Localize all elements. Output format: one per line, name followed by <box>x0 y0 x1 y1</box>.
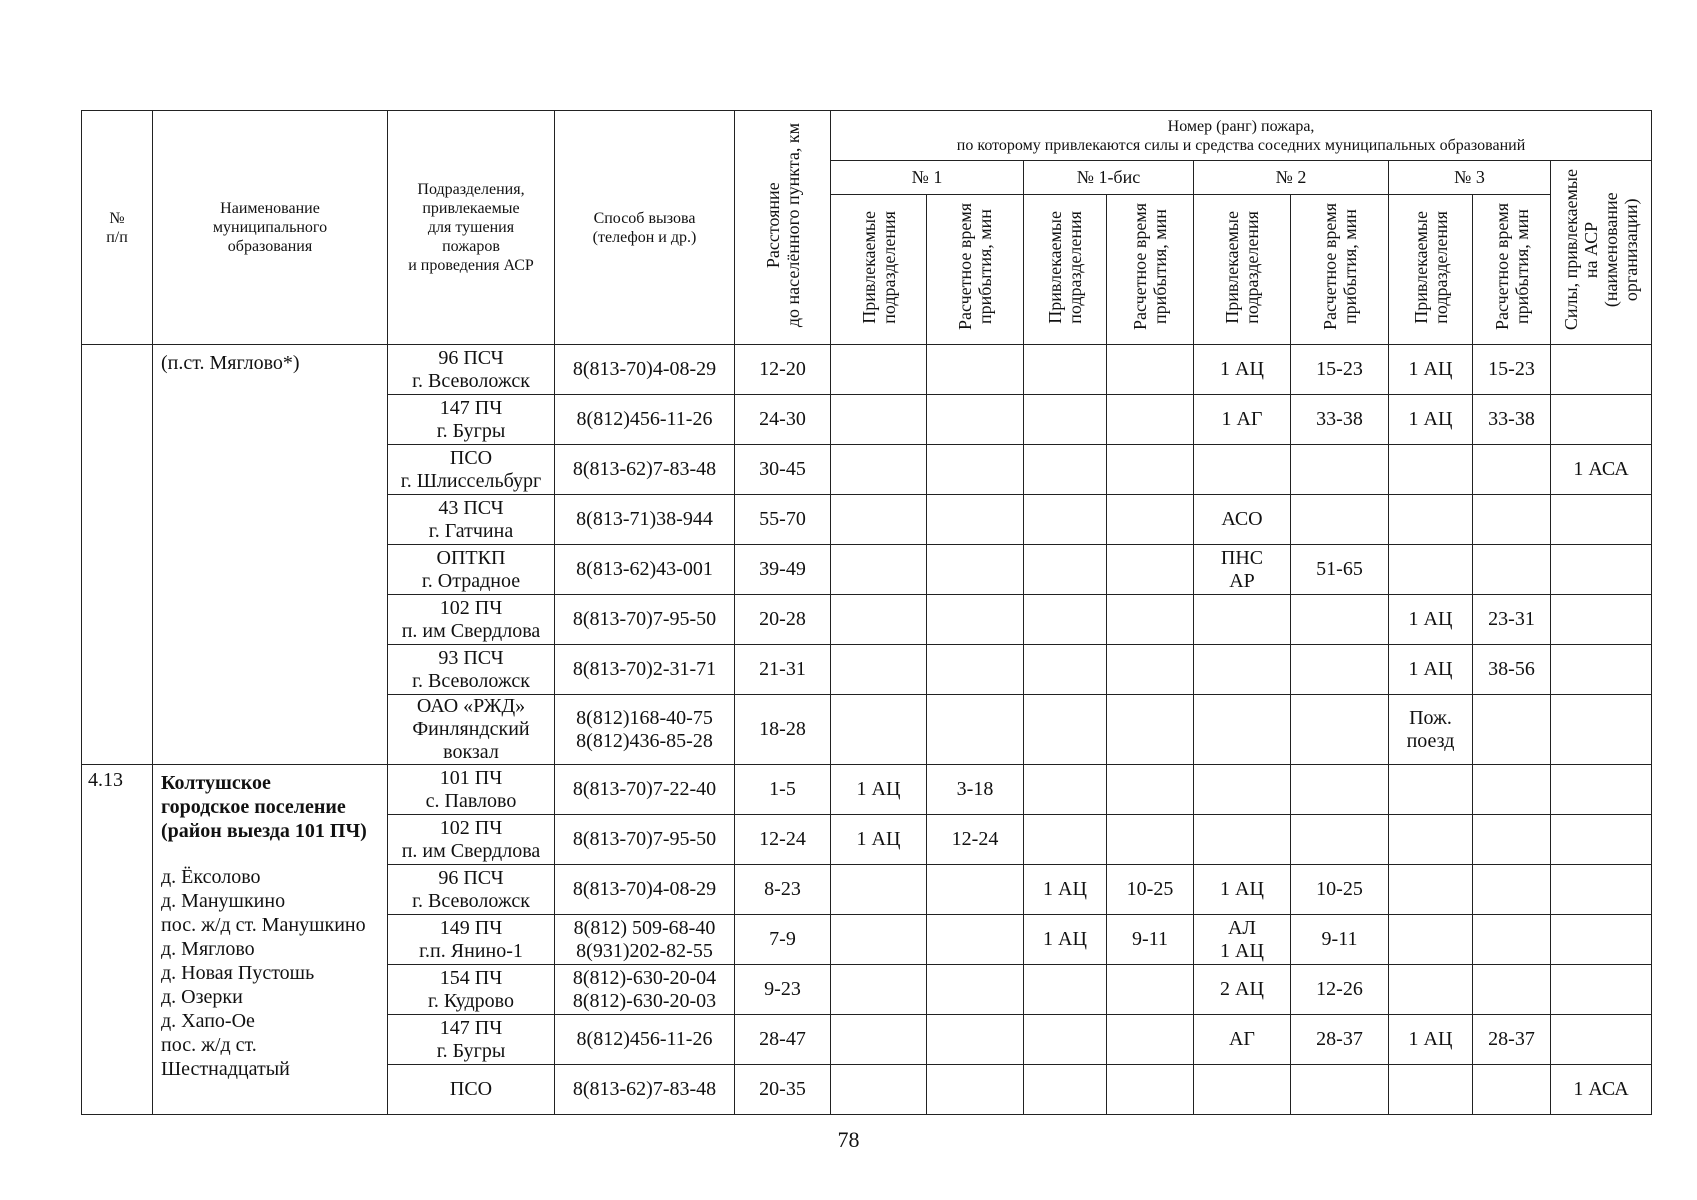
cell-rbis-units <box>1024 445 1107 495</box>
cell-r3-units: 1 АЦ <box>1389 395 1473 445</box>
cell-r1-time <box>927 645 1024 695</box>
cell-r2-units: 1 АЦ <box>1194 345 1291 395</box>
cell-r1-units: 1 АЦ <box>831 765 927 815</box>
cell-r2-time: 28-37 <box>1291 1015 1389 1065</box>
cell-rbis-units <box>1024 1015 1107 1065</box>
cell-phone: 8(813-62)7-83-48 <box>555 1065 735 1115</box>
cell-asr <box>1551 645 1652 695</box>
cell-r1-units <box>831 445 927 495</box>
header-num: № п/п <box>82 111 153 345</box>
cell-r3-time: 15-23 <box>1473 345 1551 395</box>
cell-distance: 24-30 <box>735 395 831 445</box>
cell-phone: 8(813-70)7-95-50 <box>555 815 735 865</box>
cell-rbis-time <box>1107 495 1194 545</box>
cell-distance: 7-9 <box>735 915 831 965</box>
cell-phone: 8(812)456-11-26 <box>555 1015 735 1065</box>
cell-r1-time: 3-18 <box>927 765 1024 815</box>
cell-phone: 8(812)168-40-75 8(812)436-85-28 <box>555 695 735 765</box>
cell-r1-units <box>831 1015 927 1065</box>
cell-phone: 8(813-70)7-95-50 <box>555 595 735 645</box>
cell-r3-units <box>1389 1065 1473 1115</box>
header-asr-text: Силы, привлекаемые на АСР (наименование организации) <box>1561 169 1642 331</box>
cell-r1-units <box>831 345 927 395</box>
cell-r3-units: 1 АЦ <box>1389 645 1473 695</box>
cell-rbis-units <box>1024 495 1107 545</box>
cell-unit: ОАО «РЖД» Финляндский вокзал <box>388 695 555 765</box>
cell-unit: 93 ПСЧ г. Всеволожск <box>388 645 555 695</box>
header-r3-units <box>1389 195 1473 345</box>
cell-phone: 8(813-62)7-83-48 <box>555 445 735 495</box>
cell-phone: 8(813-70)2-31-71 <box>555 645 735 695</box>
cell-r2-units <box>1194 695 1291 765</box>
cell-r2-units <box>1194 1065 1291 1115</box>
cell-rbis-units <box>1024 345 1107 395</box>
cell-unit: 43 ПСЧ г. Гатчина <box>388 495 555 545</box>
cell-r1-time <box>927 1015 1024 1065</box>
cell-rbis-units: 1 АЦ <box>1024 865 1107 915</box>
cell-distance: 1-5 <box>735 765 831 815</box>
cell-r3-time: 23-31 <box>1473 595 1551 645</box>
cell-r3-units <box>1389 445 1473 495</box>
header-r1-time-text: Расчетное время прибытия, мин <box>955 203 995 331</box>
cell-r3-units <box>1389 915 1473 965</box>
cell-phone: 8(813-70)4-08-29 <box>555 865 735 915</box>
cell-r1-time <box>927 1065 1024 1115</box>
cell-r3-units <box>1389 765 1473 815</box>
header-rbis-units <box>1024 195 1107 345</box>
cell-distance: 39-49 <box>735 545 831 595</box>
header-rank-1bis: № 1-бис <box>1024 161 1194 195</box>
cell-r1-time <box>927 965 1024 1015</box>
header-rbis-units-text: Привлекаемые подразделения <box>1045 210 1085 324</box>
cell-phone: 8(812)456-11-26 <box>555 395 735 445</box>
fire-forces-table <box>81 110 1652 1115</box>
cell-rbis-time <box>1107 965 1194 1015</box>
cell-r1-time <box>927 695 1024 765</box>
cell-r3-time <box>1473 865 1551 915</box>
cell-unit: 101 ПЧ с. Павлово <box>388 765 555 815</box>
cell-distance: 55-70 <box>735 495 831 545</box>
cell-r2-units: АСО <box>1194 495 1291 545</box>
cell-r3-time: 28-37 <box>1473 1015 1551 1065</box>
cell-distance: 12-20 <box>735 345 831 395</box>
header-rbis-time-text: Расчетное время прибытия, мин <box>1130 203 1170 331</box>
cell-r2-time <box>1291 495 1389 545</box>
cell-r3-time <box>1473 495 1551 545</box>
cell-r2-time: 33-38 <box>1291 395 1389 445</box>
cell-r2-time <box>1291 645 1389 695</box>
header-units: Подразделения, привлекаемые для тушения пожаров и проведения АСР <box>388 111 555 345</box>
cell-rbis-time <box>1107 1065 1194 1115</box>
header-mo-name: Наименование муниципального образования <box>153 111 388 345</box>
cell-r2-time <box>1291 815 1389 865</box>
cell-r1-units <box>831 395 927 445</box>
cell-r2-time: 9-11 <box>1291 915 1389 965</box>
cell-rbis-time: 9-11 <box>1107 915 1194 965</box>
cell-asr <box>1551 695 1652 765</box>
cell-row-number: 4.13 <box>82 765 153 1115</box>
cell-r2-time: 15-23 <box>1291 345 1389 395</box>
header-r1-units-text: Привлекаемые подразделения <box>858 210 899 324</box>
cell-r1-time <box>927 395 1024 445</box>
cell-r1-units <box>831 915 927 965</box>
cell-r2-time: 10-25 <box>1291 865 1389 915</box>
cell-r3-units: Пож. поезд <box>1389 695 1473 765</box>
cell-unit: 96 ПСЧ г. Всеволожск <box>388 865 555 915</box>
cell-rbis-units <box>1024 395 1107 445</box>
cell-r2-units: ПНС АР <box>1194 545 1291 595</box>
cell-rbis-time <box>1107 645 1194 695</box>
cell-rbis-units <box>1024 815 1107 865</box>
cell-distance: 20-28 <box>735 595 831 645</box>
cell-r1-units <box>831 495 927 545</box>
header-rbis-time <box>1107 195 1194 345</box>
cell-rbis-units <box>1024 1065 1107 1115</box>
cell-phone: 8(812)-630-20-04 8(812)-630-20-03 <box>555 965 735 1015</box>
cell-r3-units <box>1389 865 1473 915</box>
cell-r2-time <box>1291 445 1389 495</box>
cell-phone: 8(812) 509-68-40 8(931)202-82-55 <box>555 915 735 965</box>
header-r2-time-text: Расчетное время прибытия, мин <box>1319 203 1360 331</box>
cell-asr <box>1551 815 1652 865</box>
cell-asr <box>1551 545 1652 595</box>
cell-r3-units: 1 АЦ <box>1389 1015 1473 1065</box>
cell-asr <box>1551 345 1652 395</box>
cell-r3-units <box>1389 495 1473 545</box>
header-r3-time <box>1473 195 1551 345</box>
cell-r2-time <box>1291 695 1389 765</box>
cell-r2-time: 51-65 <box>1291 545 1389 595</box>
cell-r1-units <box>831 595 927 645</box>
cell-r2-time <box>1291 595 1389 645</box>
cell-r1-time <box>927 345 1024 395</box>
cell-r1-units <box>831 1065 927 1115</box>
cell-r1-time <box>927 445 1024 495</box>
cell-r2-units: 1 АЦ <box>1194 865 1291 915</box>
header-r2-units <box>1194 195 1291 345</box>
cell-r1-units <box>831 965 927 1015</box>
table-row <box>82 345 1652 395</box>
table-body <box>82 345 1652 1115</box>
cell-rbis-time <box>1107 695 1194 765</box>
header-rank-1: № 1 <box>831 161 1024 195</box>
cell-asr: 1 АСА <box>1551 445 1652 495</box>
cell-r3-units: 1 АЦ <box>1389 595 1473 645</box>
cell-r1-time <box>927 545 1024 595</box>
table-row <box>82 765 1652 815</box>
cell-asr <box>1551 1015 1652 1065</box>
cell-r3-time <box>1473 965 1551 1015</box>
municipality-title: Колтушское городское поселение (район выезда 101 ПЧ) <box>161 772 367 842</box>
header-asr <box>1551 161 1652 345</box>
cell-r2-units: АЛ 1 АЦ <box>1194 915 1291 965</box>
cell-r1-units <box>831 695 927 765</box>
page-number: 78 <box>837 1127 860 1152</box>
cell-asr <box>1551 865 1652 915</box>
cell-r2-units: АГ <box>1194 1015 1291 1065</box>
header-rank-3: № 3 <box>1389 161 1551 195</box>
cell-asr <box>1551 965 1652 1015</box>
cell-asr <box>1551 395 1652 445</box>
cell-r3-time <box>1473 1065 1551 1115</box>
cell-r2-time: 12-26 <box>1291 965 1389 1015</box>
cell-r2-units: 1 АГ <box>1194 395 1291 445</box>
cell-r2-units <box>1194 815 1291 865</box>
cell-asr: 1 АСА <box>1551 1065 1652 1115</box>
cell-r2-units <box>1194 445 1291 495</box>
cell-unit: 149 ПЧ г.п. Янино-1 <box>388 915 555 965</box>
cell-distance: 18-28 <box>735 695 831 765</box>
header-r3-units-text: Привлекаемые подразделения <box>1410 210 1451 324</box>
header-r1-time <box>927 195 1024 345</box>
cell-unit: 147 ПЧ г. Бугры <box>388 395 555 445</box>
cell-r2-units <box>1194 595 1291 645</box>
header-rank-title: Номер (ранг) пожара, по которому привлекаются силы и средства соседних муниципальных образований <box>831 111 1652 161</box>
cell-r3-time <box>1473 545 1551 595</box>
cell-r3-time <box>1473 765 1551 815</box>
cell-unit: 147 ПЧ г. Бугры <box>388 1015 555 1065</box>
cell-phone: 8(813-71)38-944 <box>555 495 735 545</box>
cell-r3-units <box>1389 815 1473 865</box>
cell-r3-time: 33-38 <box>1473 395 1551 445</box>
cell-r1-units <box>831 865 927 915</box>
cell-rbis-units <box>1024 695 1107 765</box>
cell-r1-units <box>831 545 927 595</box>
cell-rbis-units <box>1024 645 1107 695</box>
cell-r1-time <box>927 865 1024 915</box>
cell-distance: 8-23 <box>735 865 831 915</box>
cell-rbis-units <box>1024 765 1107 815</box>
cell-r2-time <box>1291 765 1389 815</box>
cell-unit: 154 ПЧ г. Кудрово <box>388 965 555 1015</box>
cell-distance: 21-31 <box>735 645 831 695</box>
cell-rbis-time <box>1107 595 1194 645</box>
cell-distance: 12-24 <box>735 815 831 865</box>
cell-r2-units: 2 АЦ <box>1194 965 1291 1015</box>
header-distance-text: Расстояние до населённого пункта, км <box>762 122 803 328</box>
cell-r3-time <box>1473 815 1551 865</box>
cell-r1-units: 1 АЦ <box>831 815 927 865</box>
cell-r2-units <box>1194 645 1291 695</box>
cell-rbis-units <box>1024 595 1107 645</box>
cell-r1-time <box>927 495 1024 545</box>
cell-unit: 102 ПЧ п. им Свердлова <box>388 595 555 645</box>
cell-r3-units <box>1389 545 1473 595</box>
cell-unit: 102 ПЧ п. им Свердлова <box>388 815 555 865</box>
cell-rbis-time <box>1107 445 1194 495</box>
cell-rbis-time <box>1107 815 1194 865</box>
cell-unit: 96 ПСЧ г. Всеволожск <box>388 345 555 395</box>
header-rank-2: № 2 <box>1194 161 1389 195</box>
cell-phone: 8(813-62)43-001 <box>555 545 735 595</box>
cell-rbis-time <box>1107 345 1194 395</box>
cell-phone: 8(813-70)4-08-29 <box>555 345 735 395</box>
cell-rbis-time <box>1107 545 1194 595</box>
cell-distance: 28-47 <box>735 1015 831 1065</box>
cell-asr <box>1551 765 1652 815</box>
cell-asr <box>1551 595 1652 645</box>
cell-municipality-name <box>153 765 388 1115</box>
cell-rbis-units <box>1024 965 1107 1015</box>
cell-distance: 20-35 <box>735 1065 831 1115</box>
cell-row-number <box>82 345 153 765</box>
header-distance <box>735 111 831 345</box>
cell-r3-time <box>1473 915 1551 965</box>
cell-unit: ПСО г. Шлиссельбург <box>388 445 555 495</box>
cell-r1-time <box>927 595 1024 645</box>
settlement-list: д. Ёксолово д. Манушкино пос. ж/д ст. Манушкино д. Мяглово д. Новая Пустошь д. Озерки д. Хапо-Ое пос. ж/д ст. Шестнадцатый <box>161 866 366 1080</box>
cell-r1-time: 12-24 <box>927 815 1024 865</box>
cell-settlement-name: (п.ст. Мяглово*) <box>153 345 388 765</box>
cell-rbis-time <box>1107 1015 1194 1065</box>
cell-r2-units <box>1194 765 1291 815</box>
cell-r2-time <box>1291 1065 1389 1115</box>
cell-r3-time <box>1473 445 1551 495</box>
cell-r3-time <box>1473 695 1551 765</box>
cell-r3-units <box>1389 965 1473 1015</box>
cell-unit: ПСО <box>388 1065 555 1115</box>
cell-asr <box>1551 495 1652 545</box>
header-call-method: Способ вызова (телефон и др.) <box>555 111 735 345</box>
cell-r1-units <box>831 645 927 695</box>
cell-rbis-time <box>1107 395 1194 445</box>
cell-rbis-time: 10-25 <box>1107 865 1194 915</box>
cell-asr <box>1551 915 1652 965</box>
cell-rbis-time <box>1107 765 1194 815</box>
cell-phone: 8(813-70)7-22-40 <box>555 765 735 815</box>
cell-r3-time: 38-56 <box>1473 645 1551 695</box>
header-r2-time <box>1291 195 1389 345</box>
cell-rbis-units: 1 АЦ <box>1024 915 1107 965</box>
cell-unit: ОПТКП г. Отрадное <box>388 545 555 595</box>
header-r3-time-text: Расчетное время прибытия, мин <box>1491 203 1532 331</box>
cell-distance: 9-23 <box>735 965 831 1015</box>
header-r1-units <box>831 195 927 345</box>
header-r2-units-text: Привлекаемые подразделения <box>1222 210 1262 324</box>
cell-distance: 30-45 <box>735 445 831 495</box>
cell-rbis-units <box>1024 545 1107 595</box>
cell-r3-units: 1 АЦ <box>1389 345 1473 395</box>
cell-r1-time <box>927 915 1024 965</box>
